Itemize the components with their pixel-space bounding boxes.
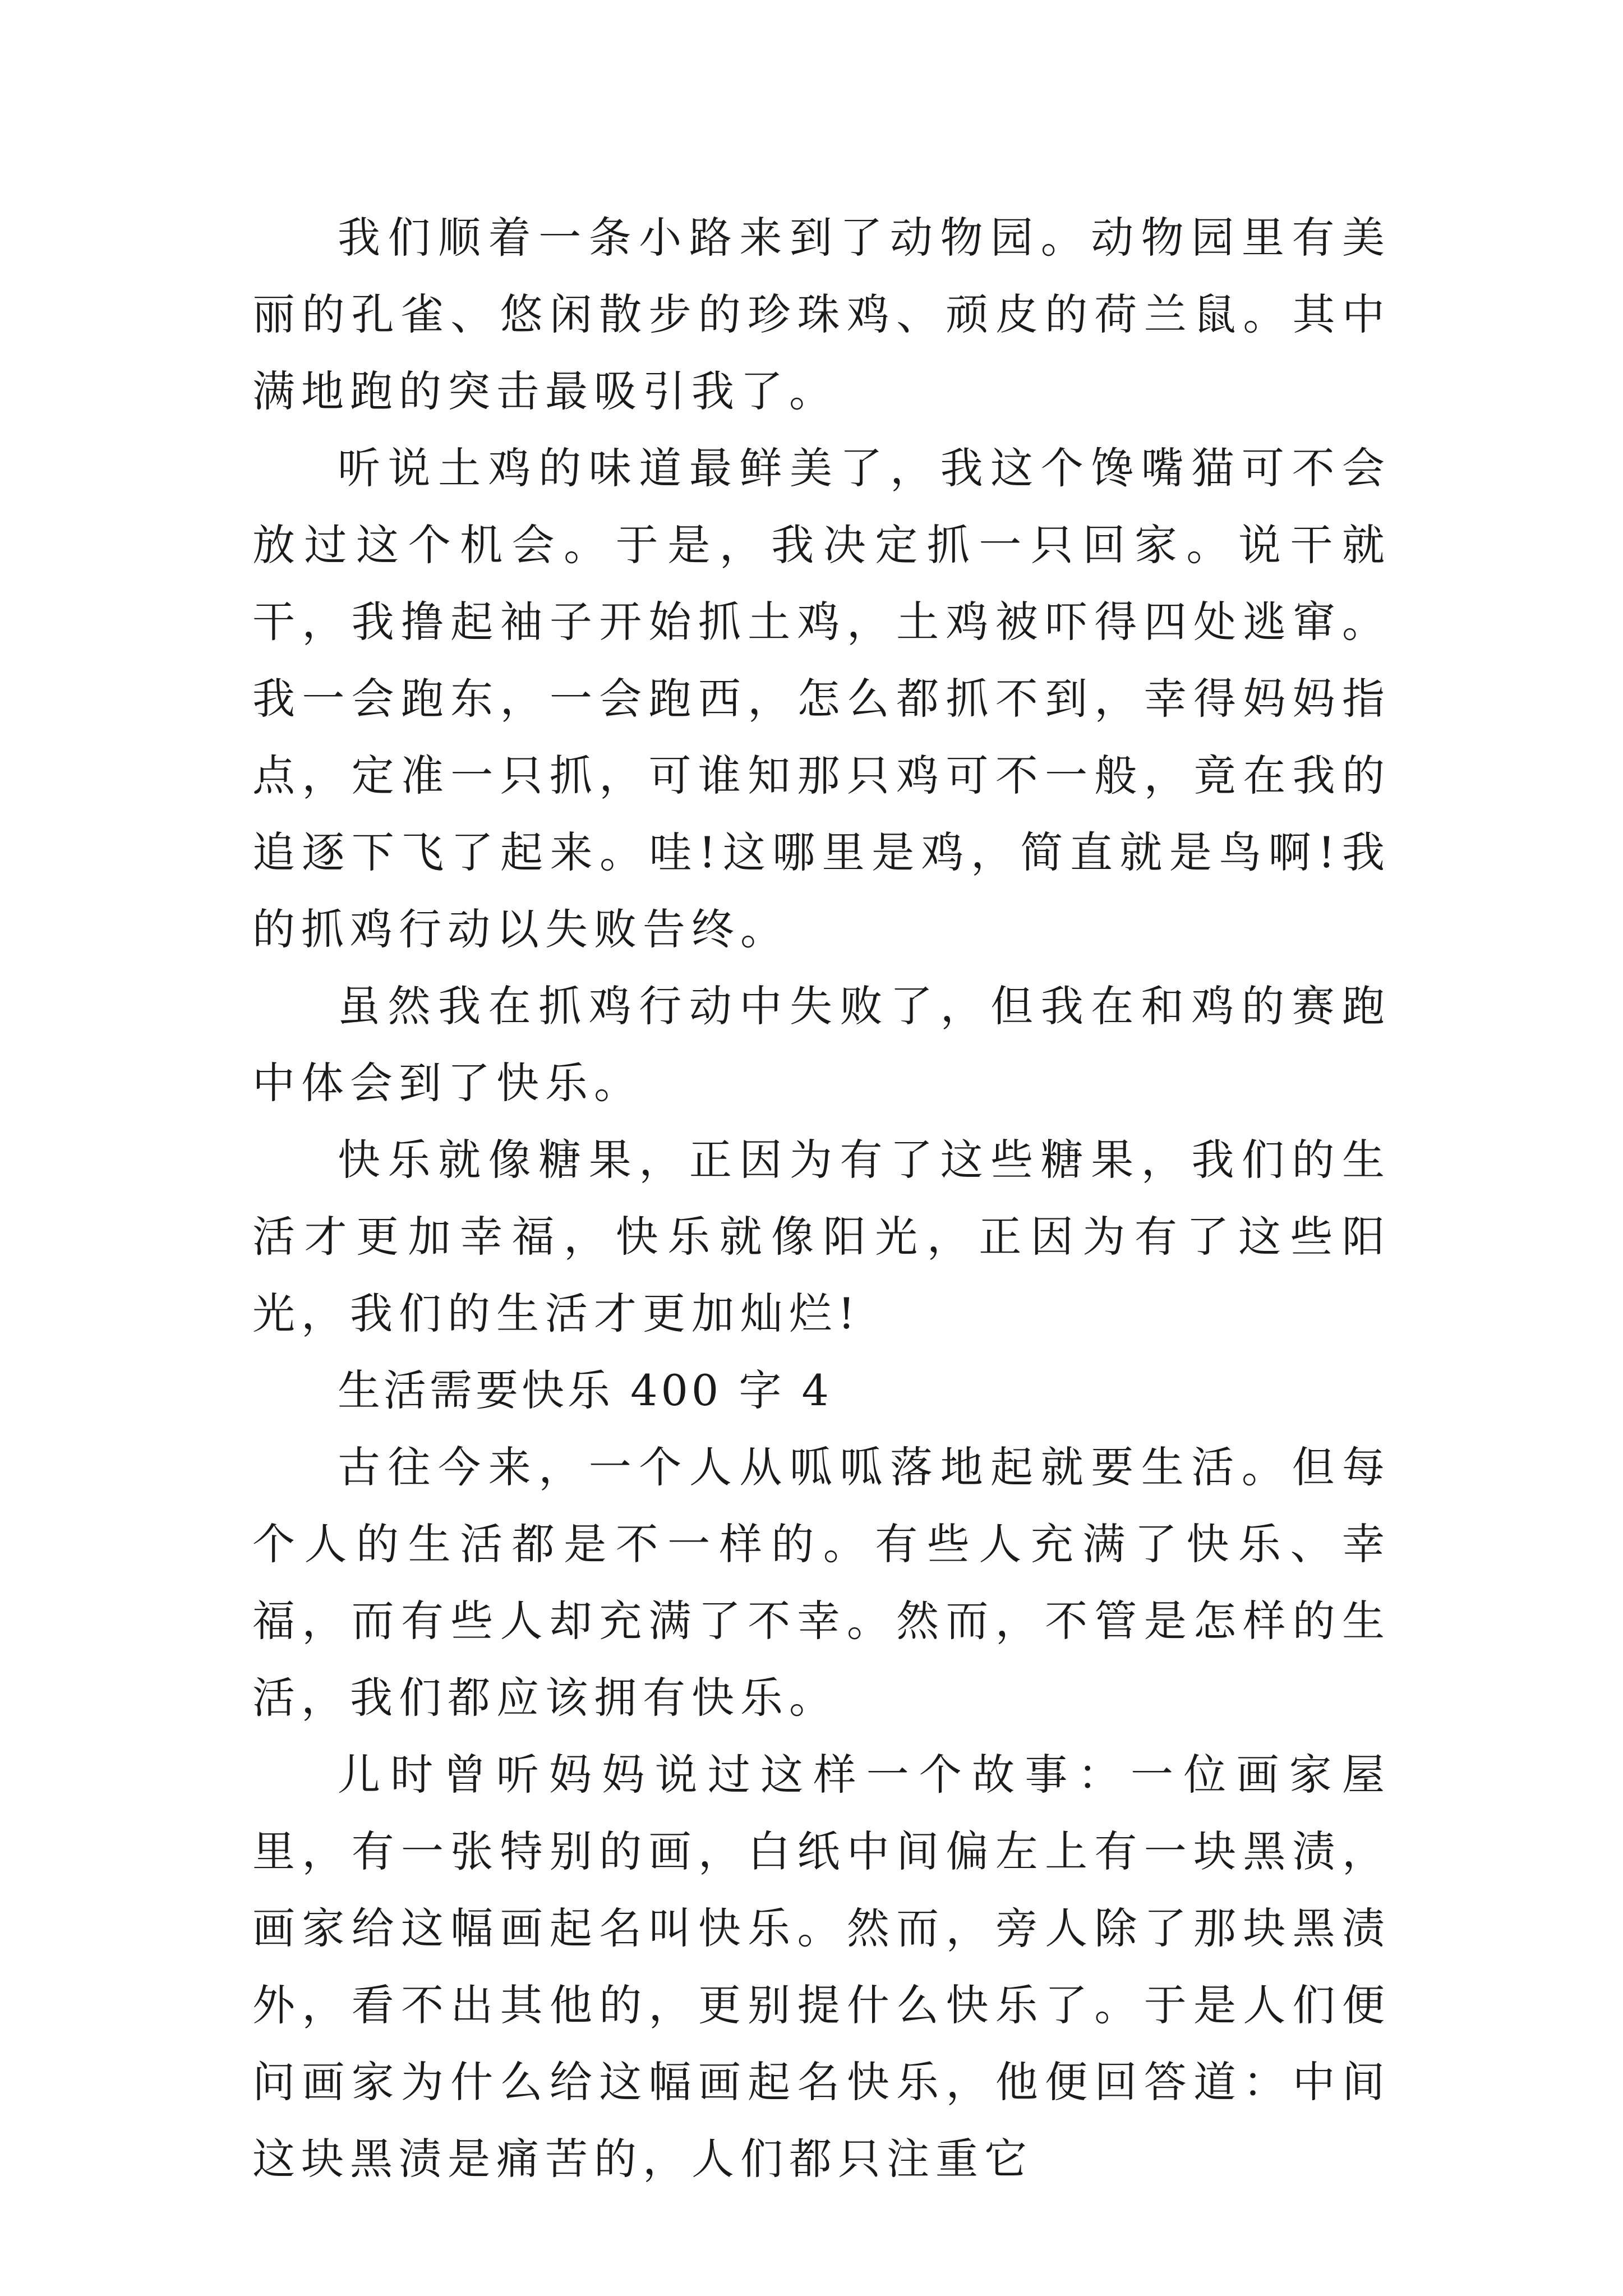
section-heading: 生活需要快乐 400 字 4 [338,1365,832,1415]
paragraph-happiness-felt: 虽然我在抓鸡行动中失败了，但我在和鸡的赛跑中体会到了快乐。 [252,981,1391,1108]
paragraph-life: 古往今来，一个人从呱呱落地起就要生活。但每个人的生活都是不一样的。有些人充满了快乐、幸福，而有些人却充满了不幸。然而，不管是怎样的生活，我们都应该拥有快乐。 [252,1442,1391,1723]
paragraph-happiness-candy: 快乐就像糖果，正因为有了这些糖果，我们的生活才更加幸福，快乐就像阳光，正因为有了这些阳光，我们的生活才更加灿烂! [252,1135,1391,1338]
paragraph-painter-story: 儿时曾听妈妈说过这样一个故事：一位画家屋里，有一张特别的画，白纸中间偏左上有一块黑渍，画家给这幅画起名叫快乐。然而，旁人除了那块黑渍外，看不出其他的，更别提什么快乐了。于是人们便问画家为什么给这幅画起名快乐，他便回答道：中间这块黑渍是痛苦的，人们都只注重它 [252,1750,1391,2184]
paragraph-zoo: 我们顺着一条小路来到了动物园。动物园里有美丽的孔雀、悠闲散步的珍珠鸡、顽皮的荷兰鼠。其中满地跑的突击最吸引我了。 [252,213,1391,416]
document-body [252,199,1391,2197]
paragraph-chicken-chase: 听说土鸡的味道最鲜美了，我这个馋嘴猫可不会放过这个机会。于是，我决定抓一只回家。说干就干，我撸起袖子开始抓土鸡，土鸡被吓得四处逃窜。我一会跑东，一会跑西，怎么都抓不到，幸得妈妈指点，定准一只抓，可谁知那只鸡可不一般，竟在我的追逐下飞了起来。哇!这哪里是鸡，简直就是鸟啊!我的抓鸡行动以失败告终。 [252,443,1391,954]
